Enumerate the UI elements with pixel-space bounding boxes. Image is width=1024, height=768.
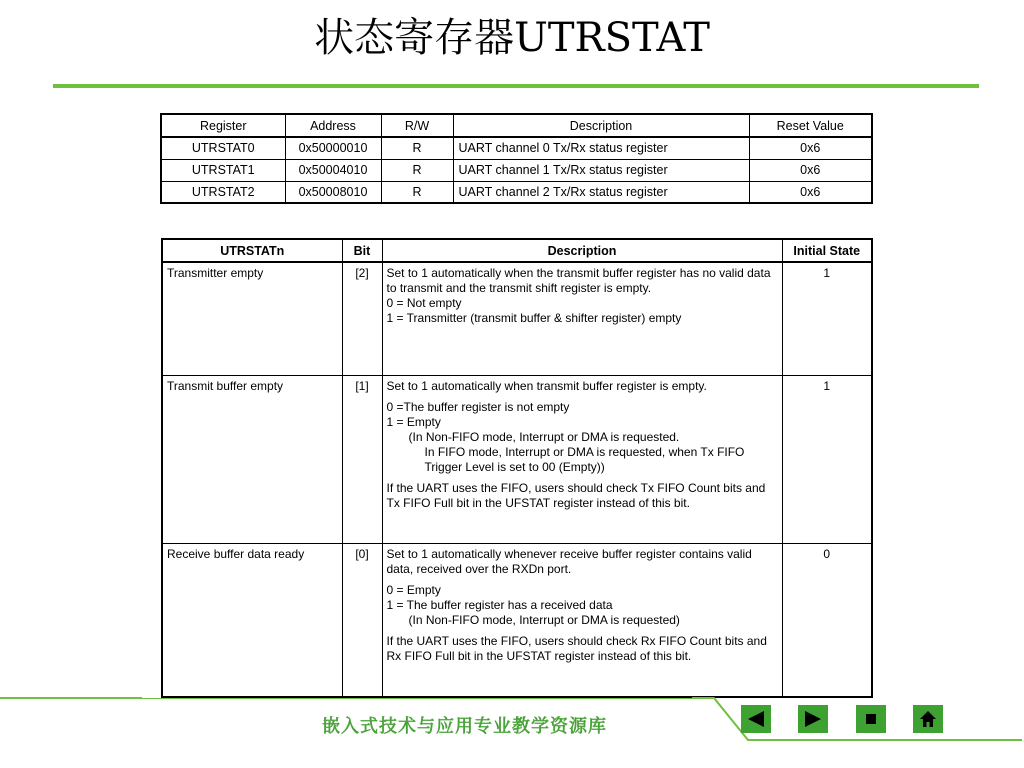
stop-icon <box>865 713 877 725</box>
back-button[interactable] <box>741 705 771 733</box>
back-icon <box>746 710 766 728</box>
field-description <box>382 262 782 375</box>
table-cell: UART channel 0 Tx/Rx status register <box>453 137 749 159</box>
column-header: Address <box>285 114 381 137</box>
description-line: 0 =The buffer register is not empty <box>386 399 570 414</box>
forward-icon <box>803 710 823 728</box>
column-header: Bit <box>342 239 382 262</box>
description-line: Set to 1 automatically whenever receive buffer register contains valid data, received over the RXDn port. <box>386 546 752 576</box>
footer-rule <box>0 697 142 699</box>
field-description <box>382 543 782 697</box>
stop-button[interactable] <box>856 705 886 733</box>
description-line: 0 = Empty <box>386 582 441 597</box>
field-name: Transmit buffer empty <box>162 375 342 543</box>
column-header: UTRSTATn <box>162 239 342 262</box>
column-header: Initial State <box>782 239 872 262</box>
home-icon <box>918 709 938 729</box>
description-line: 1 = Transmitter (transmit buffer & shifter register) empty <box>386 311 682 325</box>
column-header: Description <box>382 239 782 262</box>
register-table <box>160 113 873 204</box>
description-line: 1 = Empty <box>386 414 441 429</box>
table-row <box>161 159 872 181</box>
forward-button[interactable] <box>798 705 828 733</box>
bit-index: [2] <box>342 262 382 375</box>
footer-title: 嵌入式技术与应用专业教学资源库 <box>322 716 607 737</box>
description-line: Set to 1 automatically when the transmit buffer register has no valid data to transmit and the transmit shift register is empty. <box>386 266 771 295</box>
column-header: Register <box>161 114 285 137</box>
table-cell: UTRSTAT1 <box>161 159 285 181</box>
table-cell: UART channel 2 Tx/Rx status register <box>453 181 749 203</box>
initial-state: 0 <box>782 543 872 697</box>
table-row <box>161 137 872 159</box>
table-cell: 0x6 <box>749 181 872 203</box>
table-cell: UTRSTAT2 <box>161 181 285 203</box>
table-cell: R <box>381 137 453 159</box>
table-cell: UTRSTAT0 <box>161 137 285 159</box>
description-line: (In Non-FIFO mode, Interrupt or DMA is requested) <box>408 612 680 627</box>
table-cell: R <box>381 181 453 203</box>
home-button[interactable] <box>913 705 943 733</box>
slide-title: 状态寄存器UTRSTAT <box>314 15 710 61</box>
field-name: Transmitter empty <box>162 262 342 375</box>
table-row <box>162 375 872 543</box>
field-name: Receive buffer data ready <box>162 543 342 697</box>
bit-table <box>161 238 873 698</box>
bit-index: [0] <box>342 543 382 697</box>
bit-index: [1] <box>342 375 382 543</box>
title-divider <box>53 84 979 88</box>
initial-state: 1 <box>782 262 872 375</box>
description-line: In FIFO mode, Interrupt or DMA is requested, when Tx FIFO Trigger Level is set to 00 (Empty)) <box>424 444 745 474</box>
table-cell: 0x50000010 <box>285 137 381 159</box>
description-line: Set to 1 automatically when transmit buffer register is empty. <box>386 378 707 393</box>
footer-rule <box>142 698 698 699</box>
table-cell: 0x50008010 <box>285 181 381 203</box>
column-header: Description <box>453 114 749 137</box>
table-cell: 0x50004010 <box>285 159 381 181</box>
table-row <box>162 543 872 697</box>
description-line: If the UART uses the FIFO, users should check Rx FIFO Count bits and Rx FIFO Full bit in the UFSTAT register instead of this bit. <box>386 633 767 663</box>
field-description <box>382 375 782 543</box>
table-row <box>161 181 872 203</box>
table-header-row <box>161 114 872 137</box>
description-line: If the UART uses the FIFO, users should check Tx FIFO Count bits and Tx FIFO Full bit in the UFSTAT register instead of this bit. <box>386 480 766 510</box>
table-cell: 0x6 <box>749 137 872 159</box>
description-line: 0 = Not empty <box>386 296 462 310</box>
column-header: R/W <box>381 114 453 137</box>
table-cell: UART channel 1 Tx/Rx status register <box>453 159 749 181</box>
description-line: (In Non-FIFO mode, Interrupt or DMA is requested. <box>408 429 680 444</box>
table-cell: 0x6 <box>749 159 872 181</box>
column-header: Reset Value <box>749 114 872 137</box>
description-line: 1 = The buffer register has a received data <box>386 597 613 612</box>
table-cell: R <box>381 159 453 181</box>
initial-state: 1 <box>782 375 872 543</box>
table-row <box>162 262 872 375</box>
table-header-row <box>162 239 872 262</box>
